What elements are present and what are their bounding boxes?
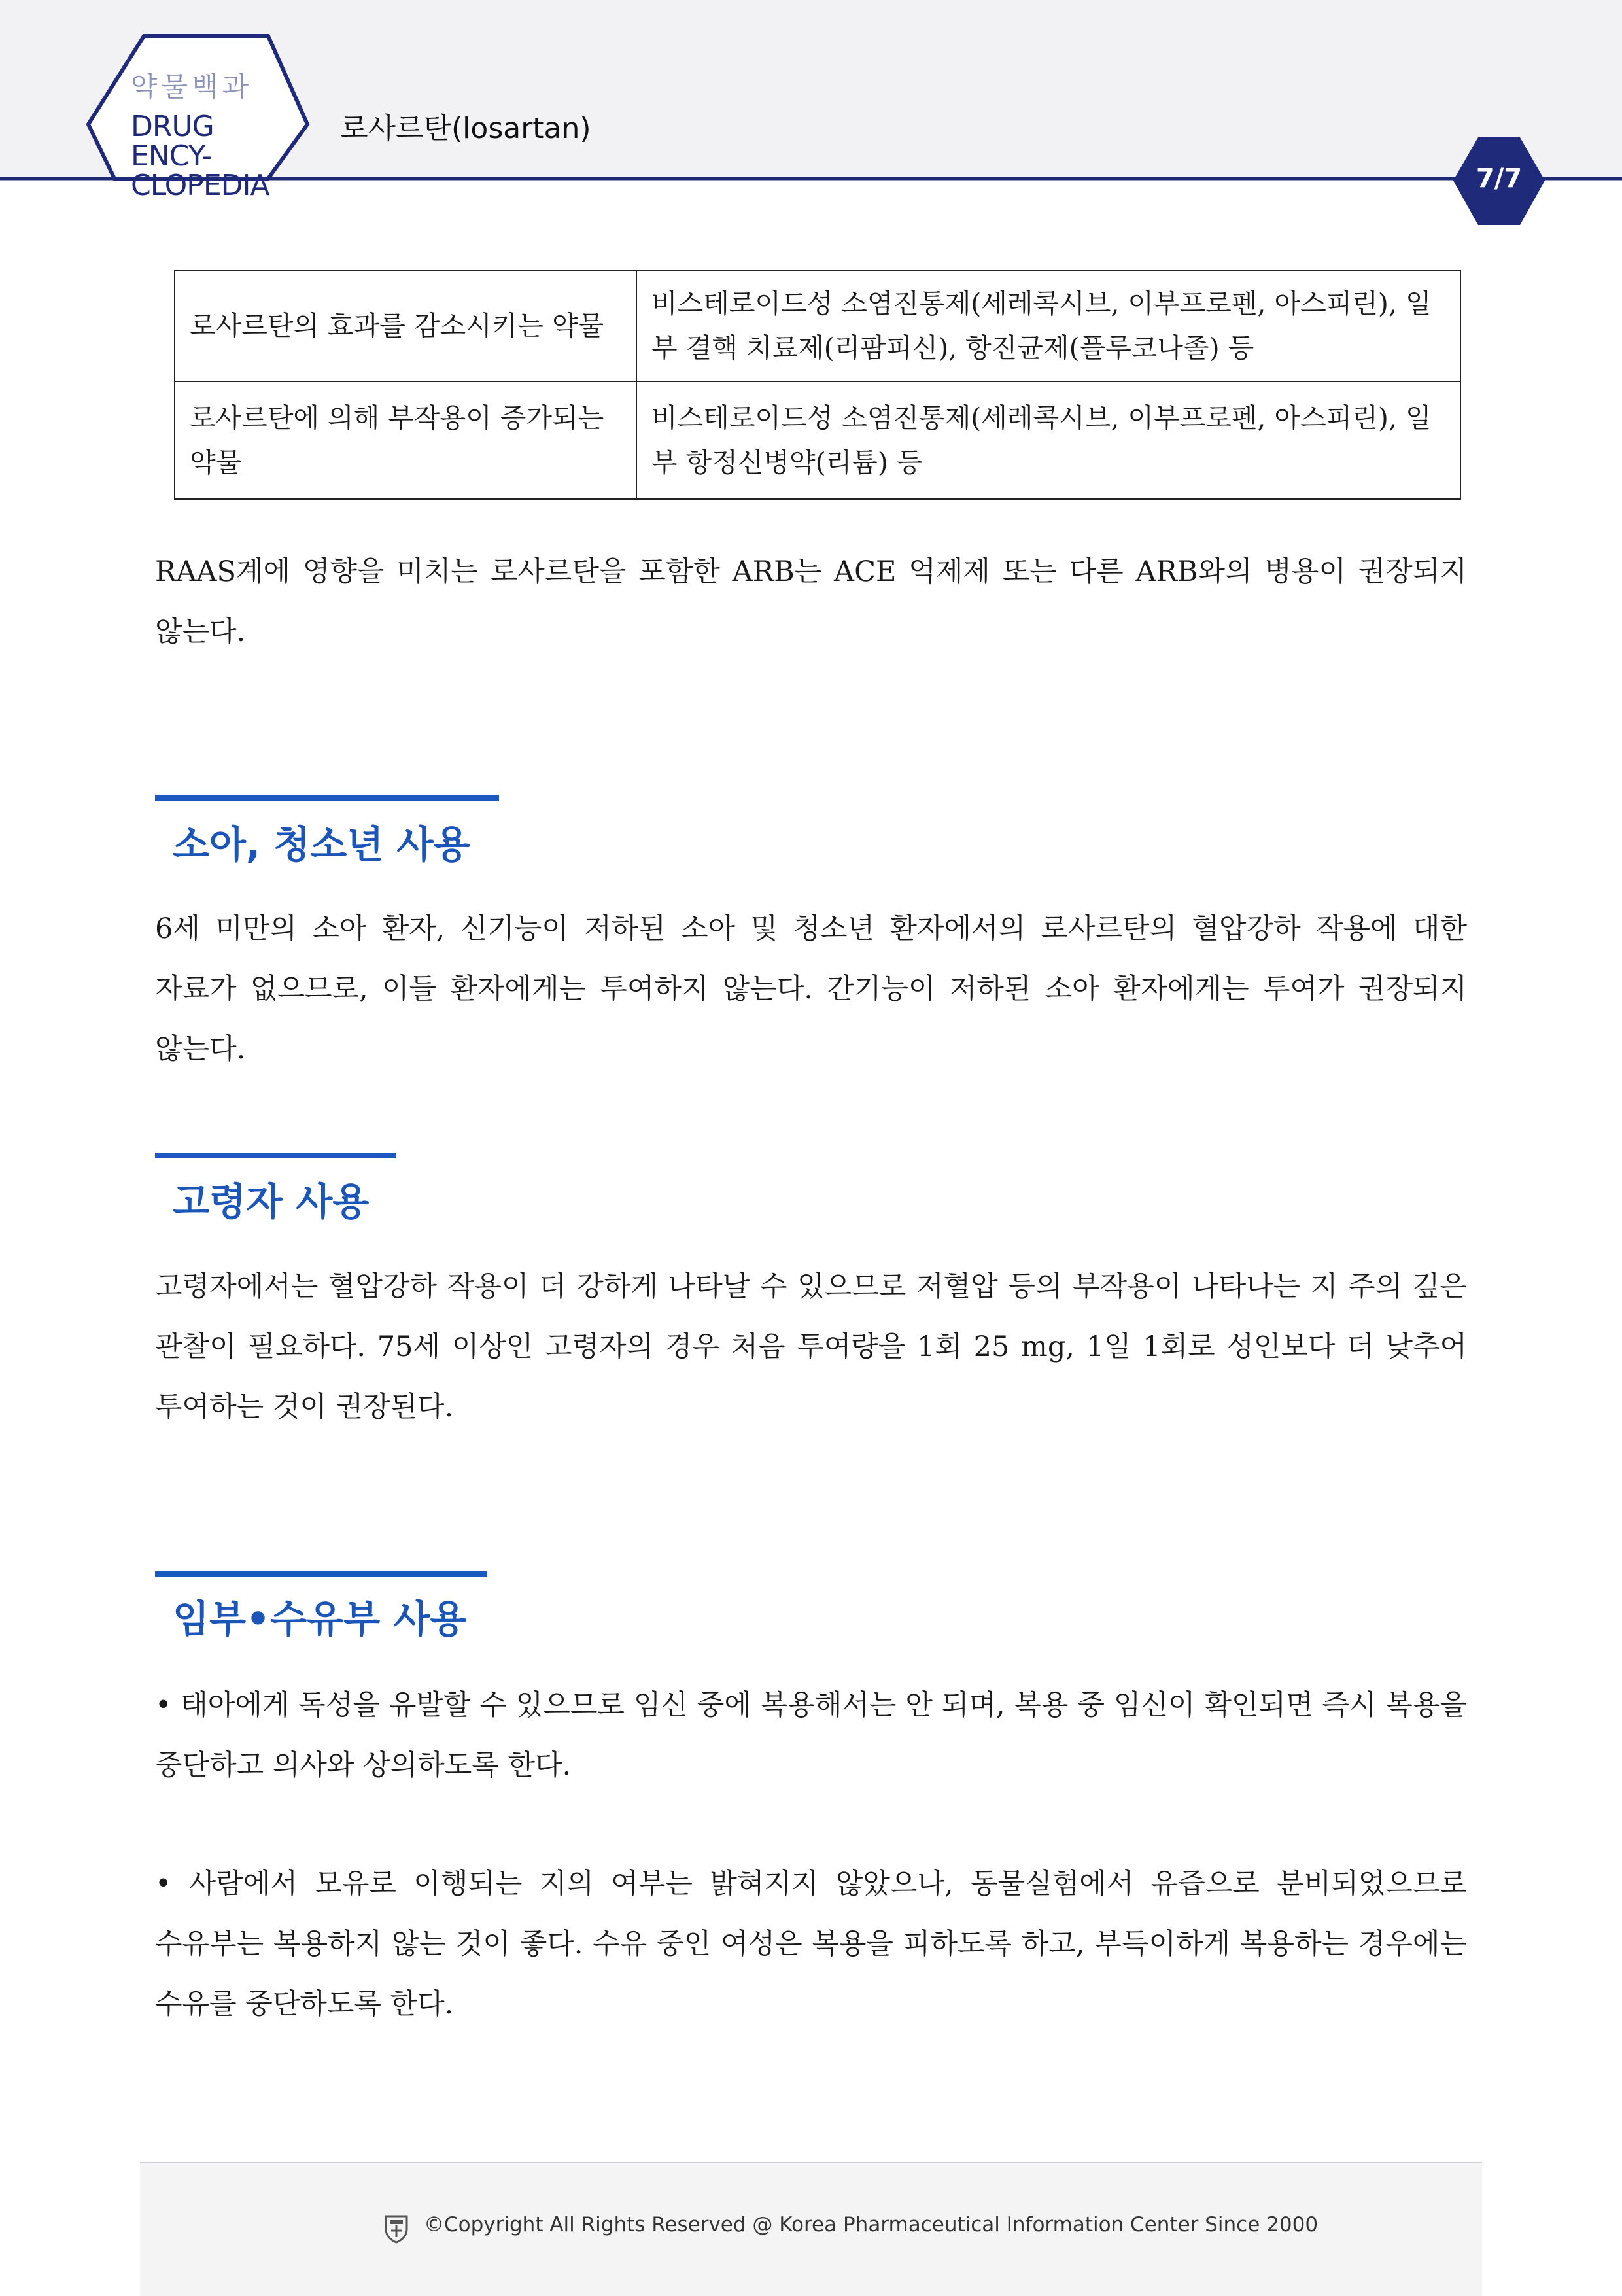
logo-english: DRUG ENCY- CLOPEDIA	[131, 110, 269, 202]
pregnancy-bullet: • 태아에게 독성을 유발할 수 있으므로 임신 중에 복용해서는 안 되며, 복용 중 임신이 확인되면 즉시 복용을 중단하고 의사와 상의하도록 한다.	[155, 1689, 1467, 1782]
logo	[131, 73, 268, 201]
section-title-pediatric: 소아, 청소년 사용	[173, 822, 470, 867]
drug-list-cell: 비스테로이드성 소염진통제(세레콕시브, 이부프로펜, 아스피린), 일부 결핵 치료제(리팜피신), 항진균제(플루코나졸) 등	[636, 270, 1460, 381]
table-row	[175, 381, 1460, 499]
logo-korean: 약물백과	[131, 71, 253, 103]
section-bar	[155, 1571, 487, 1577]
document-title: 로사르탄(losartan)	[340, 112, 591, 145]
footer-copyright: ©Copyright All Rights Reserved @ Korea Pharmaceutical Information Center Since 2000	[424, 2213, 1319, 2236]
drug-group-cell: 로사르탄의 효과를 감소시키는 약물	[175, 270, 636, 381]
lactation-bullet: • 사람에서 모유로 이행되는 지의 여부는 밝혀지지 않았으나, 동물실험에서 유즙으로 분비되었으므로 수유부는 복용하지 않는 것이 좋다. 수유 중인 여성은 복용을 피하도록 하고, 부득이하게 복용하는 경우에는 수유를 중단하도록 한다.	[155, 1868, 1467, 2021]
section-bar	[155, 1153, 396, 1158]
raas-note-paragraph: RAAS계에 영향을 미치는 로사르탄을 포함한 ARB는 ACE 억제제 또는 다른 ARB와의 병용이 권장되지 않는다.	[155, 555, 1467, 648]
section-title-elderly: 고령자 사용	[173, 1179, 370, 1224]
pediatric-paragraph: 6세 미만의 소아 환자, 신기능이 저하된 소아 및 청소년 환자에서의 로사르탄의 혈압강하 작용에 대한 자료가 없으므로, 이들 환자에게는 투여하지 않는다. 간기능이 저하된 소아 환자에게는 투여가 권장되지 않는다.	[155, 913, 1467, 1066]
interaction-table	[174, 270, 1461, 500]
drug-group-cell: 로사르탄에 의해 부작용이 증가되는 약물	[175, 381, 636, 499]
page-number: 7/7	[1475, 164, 1523, 194]
drug-list-cell: 비스테로이드성 소염진통제(세레콕시브, 이부프로펜, 아스피린), 일부 항정신병약(리튬) 등	[636, 381, 1460, 499]
section-title-pregnancy: 임부•수유부 사용	[173, 1597, 467, 1641]
elderly-paragraph: 고령자에서는 혈압강하 작용이 더 강하게 나타날 수 있으므로 저혈압 등의 부작용이 나타나는 지 주의 깊은 관찰이 필요하다. 75세 이상인 고령자의 경우 처음 투여량을 1회 25 mg, 1일 1회로 성인보다 더 낮추어 투여하는 것이 권장된다.	[155, 1270, 1467, 1423]
table-row	[175, 270, 1460, 381]
section-bar	[155, 795, 499, 801]
kpic-shield-icon	[383, 2214, 409, 2244]
